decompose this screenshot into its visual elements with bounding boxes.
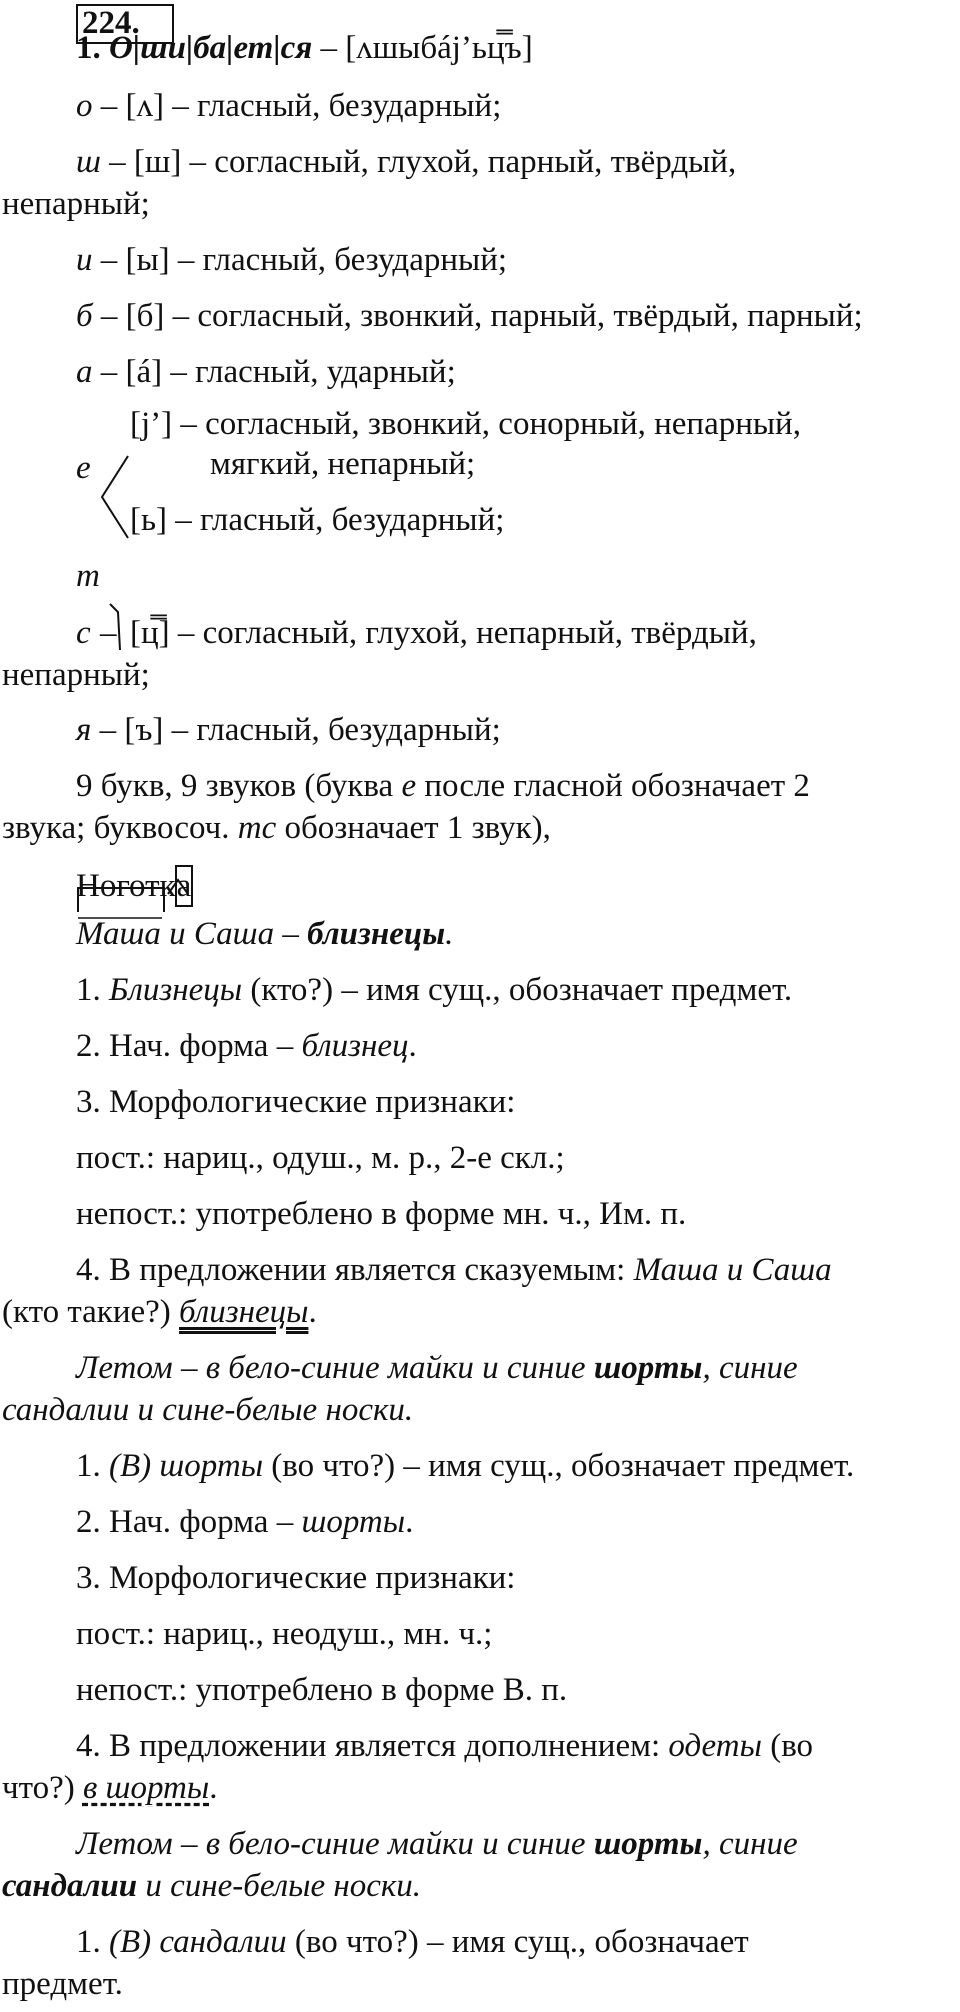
text-line [76,556,100,596]
text-span: предмет. [2,1966,123,2002]
letter-e: е [76,450,91,486]
text-span: 4. В предложении является дополнением: [76,1728,669,1764]
text-span: Летом – в бело-синие майки и синие [76,1826,594,1862]
text-line [2,1768,217,1808]
text-span: 9 букв, 9 звуков (буква [76,768,402,804]
text-span: тс [237,810,277,846]
text-span: Маша и Саша [633,1252,832,1288]
text-span: Маша и Саша – [76,916,308,952]
text-span: ш [76,144,101,180]
text-span: т [76,558,100,594]
text-line [76,710,501,750]
text-span: непарный; [2,186,150,222]
text-line [76,352,456,392]
text-span: обозначает 1 звук), [276,810,551,846]
text-span: (во [761,1728,814,1764]
text-line [76,1250,832,1290]
text-span: пост.: нариц., одуш., м. р., 2-е скл.; [76,1140,565,1176]
text-span: . [405,1504,414,1540]
text-line [76,1670,567,1710]
text-line [76,86,501,126]
branch-brace-icon [100,442,160,552]
text-span: е [401,768,417,804]
t-s-connector-icon [108,600,128,660]
morpheme-marks-icon [74,872,224,922]
text-span: – [ш] – согласный, глухой, парный, твёрдый, [100,144,737,180]
text-span: сандалии и сине-белые носки. [2,1392,414,1428]
text-span: 3. Морфологические признаки: [76,1084,516,1120]
text-span: шорты [593,1350,703,1386]
text-line [210,444,475,484]
text-span: – [ʌшыбáj’ьц̿ъ] [312,30,533,66]
text-span: 1. [76,972,109,1008]
text-line [2,655,150,695]
text-span: (кто?) – имя сущ., обозначает предмет. [242,972,793,1008]
text-span: 3. Морфологические признаки: [76,1560,516,1596]
text-span: после гласной обозначает 2 [416,768,810,804]
text-line [76,1824,798,1864]
text-span: непост.: употреблено в форме В. п. [76,1672,568,1708]
text-span: – [ъ] – гласный, безударный; [91,712,501,748]
text-span: , синие [702,1350,798,1386]
text-span: я [76,712,92,748]
text-line [76,142,736,182]
text-line [76,1138,565,1178]
text-span: (во что?) – имя сущ., обозначает [286,1924,749,1960]
text-line [76,1026,417,1066]
text-span: близнец [301,1028,409,1064]
text-span: сандалии [2,1868,138,1904]
text-span: непарный; [2,657,150,693]
text-span: звука; буквосоч. [2,810,238,846]
text-line [2,184,150,224]
word-root: Ноготк [76,868,176,904]
text-span: Близнецы [109,972,243,1008]
text-line [130,500,504,540]
text-span: , синие [702,1826,798,1862]
text-line [76,1558,515,1598]
text-line [76,766,810,806]
text-line [2,1964,123,2004]
text-span: непост.: употреблено в форме мн. ч., Им. п. [76,1196,687,1232]
text-span: . [209,1770,218,1806]
text-span: – [б] – согласный, звонкий, парный, твёрдый, парный; [92,298,863,334]
text-span: – [ы] – гласный, безударный; [92,242,508,278]
text-span: близнецы [307,916,446,952]
text-span: (В) шорты [109,1448,264,1484]
text-span: а [76,354,93,390]
text-span: (кто такие?) [2,1294,180,1330]
text-span: 1. [76,30,109,66]
text-line [2,1390,413,1430]
text-line [2,1866,421,1906]
text-span: шорты [593,1826,703,1862]
text-span: шорты [301,1504,406,1540]
word-ending: а [176,868,192,904]
text-line [2,1292,317,1332]
text-span: пост.: нариц., неодуш., мн. ч.; [76,1616,493,1652]
text-span: [j’] – согласный, звонкий, сонорный, непарный, [130,406,801,442]
text-span: (во что?) – имя сущ., обозначает предмет. [263,1448,855,1484]
text-span: 2. Нач. форма – [76,1028,302,1064]
text-line [76,1082,515,1122]
text-span: (В) сандалии [109,1924,287,1960]
text-span: . [308,1294,317,1330]
text-span: 4. В предложении является сказуемым: [76,1252,634,1288]
text-line [2,808,551,848]
text-line [76,1726,813,1766]
text-line [76,1348,798,1388]
text-span: в шорты [82,1770,210,1806]
text-line [76,296,863,336]
text-line [76,970,792,1010]
text-span: мягкий, непарный; [210,446,476,482]
text-span: . [408,1028,417,1064]
text-line [76,1194,686,1234]
text-span: [ц̿] – согласный, глухой, непарный, твёрдый, [130,615,757,651]
text-span: что?) [2,1770,83,1806]
text-span: [ь] – гласный, безударный; [130,502,505,538]
text-line [130,404,801,444]
text-span: о [76,88,93,124]
text-span: близнецы [179,1294,309,1330]
text-line [76,240,507,280]
connector-dash: – [100,615,117,651]
text-span: О|ши|ба|ет|ся [109,30,313,66]
text-span: . [445,916,454,952]
text-line [76,28,533,68]
text-span: и сине-белые носки. [137,1868,422,1904]
text-span: – [á] – гласный, ударный; [92,354,456,390]
text-span: 1. [76,1448,109,1484]
text-span: 2. Нач. форма – [76,1504,302,1540]
exercise-number: 224. [76,4,174,44]
text-line [76,1614,492,1654]
letter-s: с [76,615,91,651]
text-line [76,1502,413,1542]
text-span: одеты [668,1728,762,1764]
text-span: – [ʌ] – гласный, безударный; [92,88,502,124]
text-line [130,613,757,653]
text-span: и [76,242,93,278]
text-line [76,1922,749,1962]
text-line [76,1446,854,1486]
text-span: Летом – в бело-синие майки и синие [76,1350,594,1386]
text-span: б [76,298,93,334]
text-span: 1. [76,1924,109,1960]
